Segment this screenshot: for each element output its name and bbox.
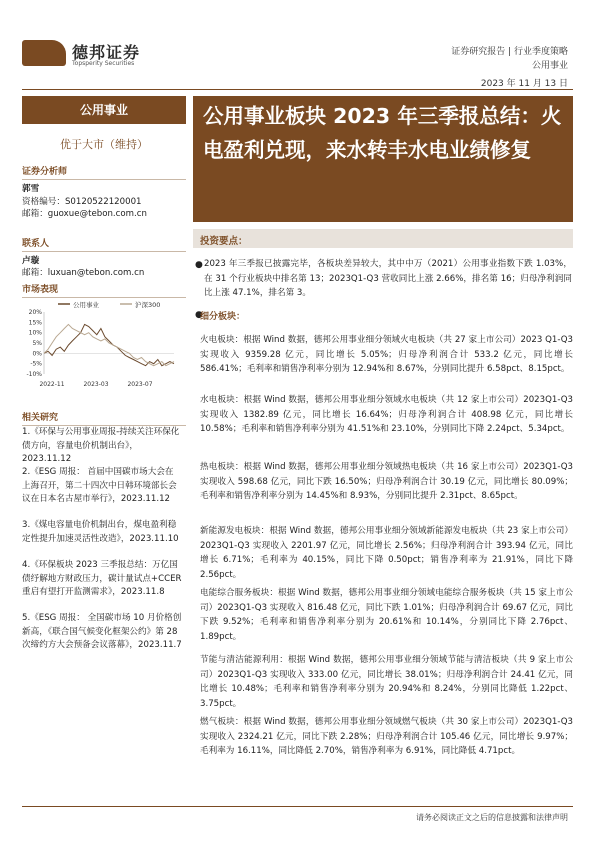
rating: 优于大市（维持） [60, 138, 148, 151]
market-performance-chart [22, 298, 182, 394]
header-divider [22, 89, 573, 90]
contact-heading: 联系人 [22, 236, 186, 252]
contact-name: 卢璇 [22, 256, 40, 266]
segments-heading: 细分板块： [200, 312, 246, 322]
y-tick-label: 15% [28, 319, 42, 327]
footer-divider [22, 806, 573, 807]
contact-email[interactable]: 邮箱：luxuan@tebon.com.cn [22, 268, 145, 278]
analyst-cert: 资格编号：S0120522120001 [22, 197, 142, 207]
related-item[interactable]: 4.《环保板块 2023 三季报总结：万亿国债纾解地方财政压力，碳计量试点+CCER 重启有望打开监测需求》，2023.11.8 [22, 560, 182, 597]
analyst-heading: 证券分析师 [22, 164, 186, 180]
segment-paragraph: 新能源发电板块：根据 Wind 数据，德邦公用事业细分领域新能源发电板块（共 23 家上市公司）2023Q1-Q3 实现收入 2201.97 亿元，同比增长 2.56%；归母净利润合计 393.94 亿元，同比增长 6.71%；毛利率为 40.15%，同比下降 0.50pct；销售净利率为 21.91%，同比下降 2.56pct。 [200, 526, 573, 580]
segment-paragraph: 电能综合服务板块：根据 Wind 数据，德邦公用事业细分领域电能综合服务板块（共 15 家上市公司）2023Q1-Q3 实现收入 816.48 亿元，同比下跌 1.01%；归母净利润合计 69.67 亿元，同比下跌 9.52%；毛利率和销售净利率分别为 20.61%和 10.14%，分别同比下降 2.76pct、1.89pct。 [200, 588, 573, 642]
logo-icon [22, 40, 66, 66]
related-item[interactable]: 3.《煤电容量电价机制出台，煤电盈利稳定性提升加速灵活性改造》，2023.11.10 [22, 520, 179, 544]
logo-english: Topsperity Securities [72, 60, 135, 67]
segment-paragraph: 燃气板块：根据 Wind 数据，德邦公用事业细分领域燃气板块（共 30 家上市公司）2023Q1-Q3 实现收入 2324.21 亿元，同比下跌 2.28%；归母净利润合计 105.46 亿元，同比增长 9.97%；毛利率为 16.11%，同比降低 2.70%，销售净利率为 6.91%，同比降低 4.71pct。 [200, 717, 573, 757]
related-item[interactable]: 5.《ESG 周报： 全国碳市场 10 月价格创新高，《联合国气候变化框架公约》第 28 次缔约方大会预备会议落幕》，2023.11.7 [22, 613, 182, 650]
y-tick-label: -10% [26, 371, 42, 378]
analyst-name: 郭雪 [22, 184, 40, 194]
segment-paragraph: 热电板块：根据 Wind 数据，德邦公用事业细分领域热电板块（共 16 家上市公司）2023Q1-Q3 实现收入 598.68 亿元，同比下跌 16.50%；归母净利润合计 30.19 亿元，同比增长 80.09%；毛利率和销售净利率分别为 14.45%和 8.93%，分别同比提升 2.31pct、8.65pct。 [200, 462, 573, 502]
summary-bullet: 2023 年三季报已披露完毕，各板块差异较大，其中中万（2021）公用事业指数下跌 1.03%，在 31 个行业板块中排名第 13；2023Q1-Q3 营收同比上涨 2.66%，排名第 16；归母净利润同比上涨 47.1%，排名第 3。 [204, 259, 572, 299]
footer-disclaimer[interactable]: 请务必阅读正文之后的信息披露和法律声明 [416, 813, 568, 822]
y-tick-label: 20% [28, 309, 42, 316]
logo-name: 德邦证券 [72, 43, 141, 62]
key-points-bar [193, 229, 573, 248]
segment-paragraph: 节能与清洁能源利用：根据 Wind 数据，德邦公用事业细分领域节能与清洁板块（共 9 家上市公司）2023Q1-Q3 实现收入 333.00 亿元，同比增长 38.01%；归母净利润合计 24.41 亿元，同比增长 10.48%；毛利率和销售净利率分别为 20.94%和 8.24%，分别同比降低 1.22pct、3.75pct。 [200, 655, 573, 709]
segment-paragraph: 火电板块：根据 Wind 数据，德邦公用事业细分领域火电板块（共 27 家上市公司）2023 Q1-Q3 实现收入 9359.28 亿元，同比增长 5.05%；归母净利润合计 533.2 亿元，同比增长 586.41%；毛利率和销售净利率分别为 12.94%和 8.67%，分别同比提升 6.58pct、8.15pct。 [200, 335, 573, 375]
x-tick-label: 2023-07 [127, 381, 153, 388]
analyst-email[interactable]: 邮箱：guoxue@tebon.com.cn [22, 209, 147, 219]
bullet-icon: ● [195, 260, 203, 270]
y-tick-label: 5% [32, 340, 42, 347]
legend-label: 沪深300 [135, 301, 161, 309]
related-item[interactable]: 1.《环保与公用事业周报-持续关注环保化债方向，容量电价机制出台》，2023.11.12 [22, 427, 180, 464]
report-industry: 公用事业 [531, 61, 568, 71]
legend-label: 公用事业 [73, 301, 99, 309]
key-points-label: 投资要点： [200, 236, 248, 247]
related-item[interactable]: 2.《ESG 周报： 首届中国碳市场大会在上海召开，第二十四次中日韩环境部长会议在日本名古屋市举行》，2023.11.12 [22, 467, 177, 504]
industry-label: 公用事业 [22, 96, 186, 124]
y-tick-label: -5% [30, 360, 42, 368]
report-title: 公用事业板块 2023 年三季报总结：火电盈利兑现，来水转丰水电业绩修复 [203, 104, 562, 162]
segment-paragraph: 水电板块：根据 Wind 数据，德邦公用事业细分领域水电板块（共 12 家上市公司）2023Q1-Q3 实现收入 1382.89 亿元，同比增长 16.64%；归母净利润合计 408.98 亿元，同比增长 10.58%；毛利率和销售净利率分别为 41.51%和 23.10%，分别同比下降 2.24pct、5.34pct。 [200, 395, 573, 435]
y-tick-label: 0% [32, 350, 42, 358]
series-line [44, 324, 174, 365]
x-tick-label: 2022-11 [39, 381, 65, 388]
report-date: 2023 年 11 月 13 日 [480, 79, 568, 89]
related-heading: 相关研究 [22, 410, 186, 426]
series-line [44, 324, 174, 365]
market-heading: 市场表现 [22, 282, 186, 298]
report-type: 证券研究报告 | 行业季度策略 [451, 47, 568, 57]
bullet-icon: ● [195, 310, 203, 320]
y-tick-label: 10% [28, 329, 42, 337]
x-tick-label: 2023-03 [83, 381, 109, 388]
